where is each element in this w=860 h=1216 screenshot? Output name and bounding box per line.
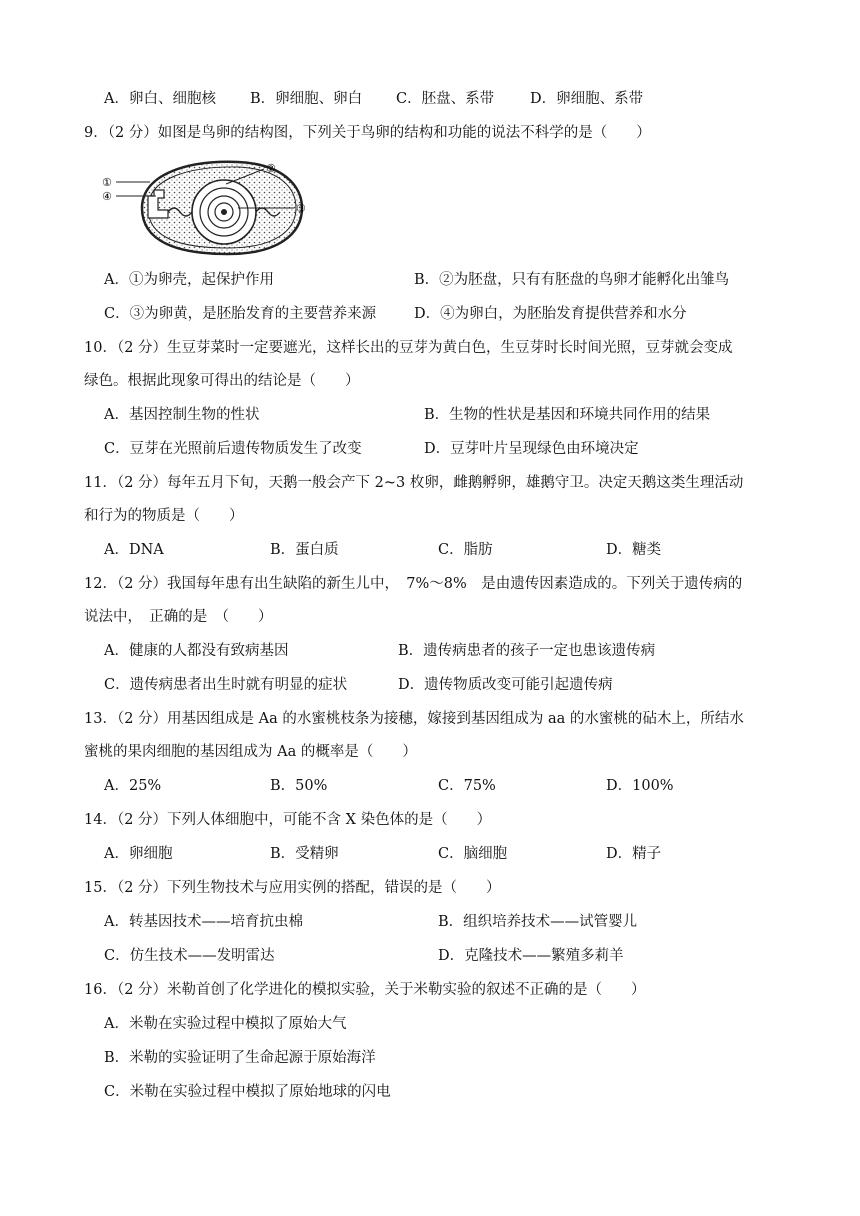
q13-stem-text-1: 13．（2 分）用基因组成是 Aa 的水蜜桃枝条为接穗，嫁接到基因组成为 aa 的水蜜桃的砧木上，所结水 (84, 711, 744, 727)
q9-stem-text: 9．（2 分）如图是鸟卵的结构图，下列关于鸟卵的结构和功能的说法不科学的是（ ） (84, 125, 651, 141)
q8-option-d: D．卵细胞、系带 (530, 91, 644, 107)
q16-option-b: B．米勒的实验证明了生命起源于原始海洋 (104, 1050, 376, 1066)
q13-stem-2 (0, 740, 860, 764)
q11-option-b: B．蛋白质 (270, 542, 339, 558)
q15-option-c: C．仿生技术——发明雷达 (104, 948, 275, 964)
q10-stem-1 (0, 336, 860, 360)
q13-option-c: C．75% (438, 778, 496, 794)
svg-text:②: ② (266, 162, 276, 175)
q9-option-d: D．④为卵白，为胚胎发育提供营养和水分 (414, 306, 687, 322)
q14-option-d: D．精子 (606, 846, 662, 862)
q15-option-d: D．克隆技术——繁殖多莉羊 (438, 948, 624, 964)
q12-option-a: A．健康的人都没有致病基因 (104, 643, 289, 659)
q11-stem-1 (0, 471, 860, 495)
q13-stem-1 (0, 707, 860, 731)
q10-option-d: D．豆芽叶片呈现绿色由环境决定 (424, 441, 639, 457)
q12-option-d: D．遗传物质改变可能引起遗传病 (398, 677, 613, 693)
q16-option-c: C．米勒在实验过程中模拟了原始地球的闪电 (104, 1084, 391, 1100)
label-1 (102, 176, 150, 189)
q8-option-b: B．卵细胞、卵白 (250, 91, 363, 107)
germinal-disc (221, 209, 227, 215)
q14-option-c: C．脑细胞 (438, 846, 508, 862)
q16-option-a-row (0, 1012, 860, 1036)
q10-stem-text-2: 绿色。根据此现象可得出的结论是（ ） (84, 373, 360, 389)
q9-options-row-1 (0, 268, 860, 292)
q12-option-c: C．遗传病患者出生时就有明显的症状 (104, 677, 348, 693)
q12-stem-1 (0, 572, 860, 596)
svg-text:①: ① (102, 176, 112, 189)
q14-options-row (0, 842, 860, 866)
q11-option-c: C．脂肪 (438, 542, 493, 558)
svg-text:③: ③ (296, 202, 306, 215)
q16-option-c-row (0, 1080, 860, 1104)
q12-options-row-2 (0, 673, 860, 697)
q14-stem (0, 808, 860, 832)
q9-option-b: B．②为胚盘，只有有胚盘的鸟卵才能孵化出雏鸟 (414, 272, 730, 288)
q10-option-a: A．基因控制生物的性状 (104, 407, 260, 423)
bird-egg-structure-image (98, 156, 330, 260)
bird-egg-diagram (98, 156, 330, 260)
q9-stem (0, 121, 860, 145)
q10-option-c: C．豆芽在光照前后遗传物质发生了改变 (104, 441, 362, 457)
q16-stem-text: 16．（2 分）米勒首创了化学进化的模拟实验，关于米勒实验的叙述不正确的是（ ） (84, 982, 646, 998)
q15-stem (0, 876, 860, 900)
q12-stem-text-2: 说法中， 正确的是 （ ） (84, 609, 273, 625)
q12-option-b: B．遗传病患者的孩子一定也患该遗传病 (398, 643, 656, 659)
q14-option-a: A．卵细胞 (104, 846, 173, 862)
q15-option-a: A．转基因技术——培育抗虫棉 (104, 914, 303, 930)
q8-option-c: C．胚盘、系带 (396, 91, 495, 107)
q14-stem-text: 14．（2 分）下列人体细胞中，可能不含 X 染色体的是（ ） (84, 812, 492, 828)
q13-option-b: B．50% (270, 778, 328, 794)
q11-stem-text-1: 11．（2 分）每年五月下旬，天鹅一般会产下 2~3 枚卵，雌鹅孵卵，雄鹅守卫。决定天鹅这类生理活动 (84, 475, 744, 491)
q9-option-a: A．①为卵壳，起保护作用 (104, 272, 274, 288)
q16-option-a: A．米勒在实验过程中模拟了原始大气 (104, 1016, 347, 1032)
svg-text:④: ④ (102, 190, 112, 203)
q9-option-c: C．③为卵黄，是胚胎发育的主要营养来源 (104, 306, 377, 322)
q13-option-d: D．100% (606, 778, 674, 794)
q11-stem-2 (0, 504, 860, 528)
q10-stem-2 (0, 369, 860, 393)
q10-option-b: B．生物的性状是基因和环境共同作用的结果 (424, 407, 711, 423)
q12-options-row-1 (0, 639, 860, 663)
q11-stem-text-2: 和行为的物质是（ ） (84, 508, 244, 524)
q8-options-row (0, 87, 860, 111)
q10-options-row-2 (0, 437, 860, 461)
q11-option-a: A．DNA (104, 542, 164, 558)
q16-option-b-row (0, 1046, 860, 1070)
q9-options-row-2 (0, 302, 860, 326)
q12-stem-2 (0, 605, 860, 629)
q15-stem-text: 15．（2 分）下列生物技术与应用实例的搭配，错误的是（ ） (84, 880, 501, 896)
q13-stem-text-2: 蜜桃的果肉细胞的基因组成为 Aa 的概率是（ ） (84, 744, 417, 760)
q13-option-a: A．25% (104, 778, 162, 794)
q16-stem (0, 978, 860, 1002)
q10-options-row-1 (0, 403, 860, 427)
q14-option-b: B．受精卵 (270, 846, 339, 862)
q11-options-row (0, 538, 860, 562)
q12-stem-text-1: 12．（2 分）我国每年患有出生缺陷的新生儿中， 7%～8% 是由遗传因素造成的。下列关于遗传病的 (84, 576, 743, 592)
q15-options-row-2 (0, 944, 860, 968)
q8-option-a: A．卵白、细胞核 (104, 91, 216, 107)
q15-options-row-1 (0, 910, 860, 934)
q11-option-d: D．糖类 (606, 542, 662, 558)
q15-option-b: B．组织培养技术——试管婴儿 (438, 914, 638, 930)
q13-options-row (0, 774, 860, 798)
q10-stem-text-1: 10．（2 分）生豆芽菜时一定要遮光，这样长出的豆芽为黄白色，生豆芽时长时间光照，豆芽就会变成 (84, 340, 733, 356)
